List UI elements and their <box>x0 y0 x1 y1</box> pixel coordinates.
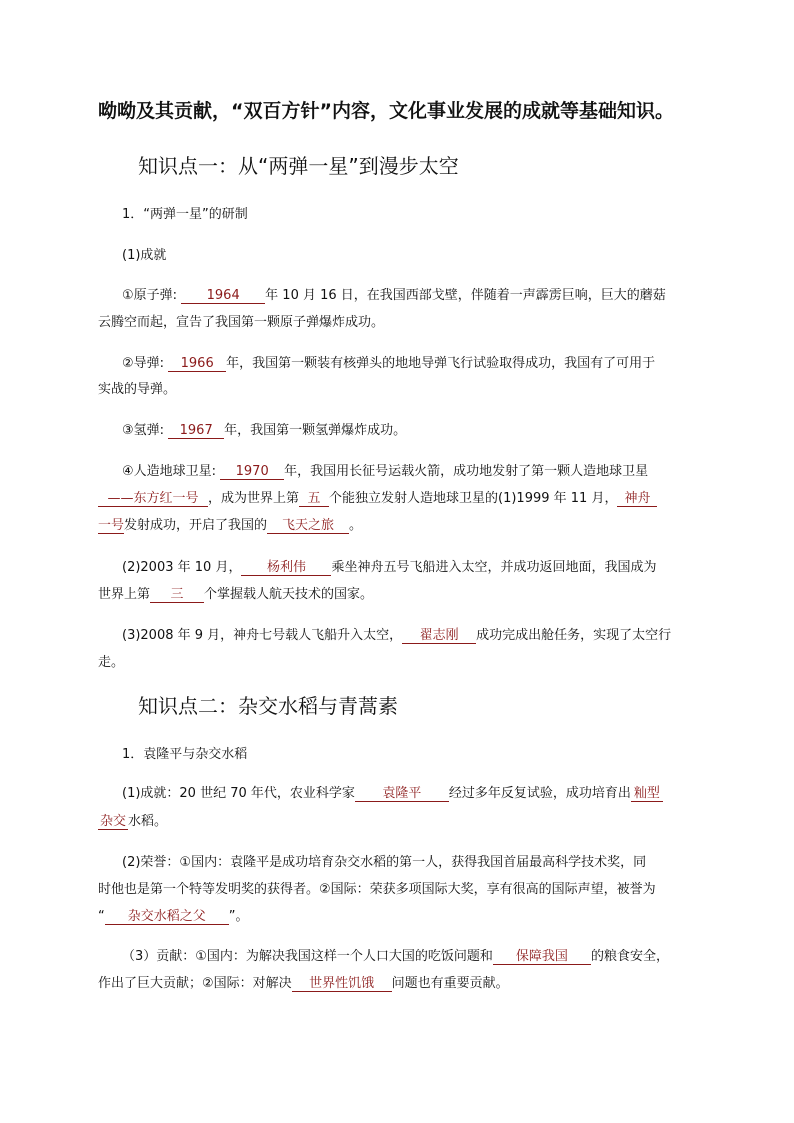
satellite-post2: 个能独立发射人造地球卫星的(1)1999 年 11 月， <box>329 491 618 506</box>
yang-liwei-post: 乘坐神舟五号飞船进入太空，并成功返回地面，我国成为 <box>331 560 657 575</box>
honor-line1: (2)荣誉：①国内：袁隆平是成功培育杂交水稻的第一人，获得我国首届最高科学技术奖，同 <box>122 855 647 870</box>
achieve-line2-post: 水稻。 <box>128 814 168 829</box>
rice-type-blank: 籼型 <box>631 786 663 802</box>
missile-post: 年，我国第一颗装有核弹头的地地导弹飞行试验取得成功，我国有了可用于 <box>226 356 656 371</box>
missile-line2: 实战的导弹。 <box>98 382 177 397</box>
satellite-line3 <box>98 514 362 534</box>
shenzhou-blank: 神舟 <box>617 491 657 507</box>
atomic-bomb-line <box>122 284 666 304</box>
satellite-mid: ，成为世界上第 <box>208 491 300 506</box>
hbomb-year-blank: 1967 <box>168 423 224 439</box>
contrib-line2-post: 问题也有重要贡献。 <box>391 976 509 991</box>
hbomb-pre: ③氢弹: <box>122 423 169 438</box>
zhai-zhigang-line <box>122 624 671 644</box>
honor-line3-pre: “ <box>98 909 105 924</box>
astronaut-blank: 杨利伟 <box>241 560 331 576</box>
contrib-line1 <box>122 945 669 965</box>
section1-subheading: 1．“两弹一星”的研制 <box>122 207 248 222</box>
spacewalk-blank: 翟志刚 <box>402 628 476 644</box>
shenzhou-number-blank: 一号 <box>98 518 125 533</box>
yang-liwei-line2 <box>98 583 373 603</box>
yang-liwei-pre: (2)2003 年 10 月， <box>122 560 242 575</box>
contrib-line2 <box>98 972 509 992</box>
contrib-pre: （3）贡献：①国内：为解决我国这样一个人口大国的吃饭问题和 <box>122 949 493 964</box>
satellite-line2 <box>98 487 657 507</box>
satellite-rank-blank: 五 <box>299 491 329 507</box>
achieve-post: 经过多年反复试验，成功培育出 <box>448 786 631 801</box>
yang-liwei-line <box>122 556 656 576</box>
satellite-year-blank: 1970 <box>220 464 284 480</box>
intro-text: 呦呦及其贡献，“双百方针”内容，文化事业发展的成就等基础知识。 <box>98 100 674 122</box>
world-hunger-blank: 世界性饥饿 <box>292 976 392 992</box>
food-security-blank: 保障我国 <box>493 949 591 965</box>
atomic-bomb-post: 年 10 月 16 日，在我国西部戈壁，伴随着一声霹雳巨响，巨大的蘑菇 <box>265 288 666 303</box>
achievement-label: (1)成就 <box>122 248 167 263</box>
achieve-pre: (1)成就：20 世纪 70 年代，农业科学家 <box>122 786 355 801</box>
satellite-line <box>122 460 648 480</box>
satellite-post3: 。 <box>349 518 363 533</box>
missile-pre: ②导弹: <box>122 356 169 371</box>
honor-line3 <box>98 905 249 925</box>
missile-line <box>122 352 655 372</box>
zhai-zhigang-line2: 走。 <box>98 655 125 670</box>
satellite-name-blank: ——东方红一号 <box>98 491 208 507</box>
contrib-line2-pre: 作出了巨大贡献；②国际：对解决 <box>98 976 292 991</box>
hbomb-line <box>122 419 406 439</box>
honor-line3-post: ”。 <box>228 909 249 924</box>
yang-liwei-line2-pre: 世界上第 <box>98 587 151 602</box>
manned-rank-blank: 三 <box>150 587 204 603</box>
satellite-post: 年，我国用长征号运载火箭，成功地发射了第一颗人造地球卫星 <box>284 464 649 479</box>
achieve-line <box>122 782 663 802</box>
atomic-bomb-pre: ①原子弹: <box>122 288 182 303</box>
space-journey-blank: 飞天之旅 <box>267 518 349 534</box>
missile-year-blank: 1966 <box>168 356 226 372</box>
yang-liwei-line2-post: 个掌握载人航天技术的国家。 <box>204 587 374 602</box>
section2-title: 知识点二：杂交水稻与青蒿素 <box>138 694 398 718</box>
satellite-pre: ④人造地球卫星: <box>122 464 221 479</box>
hbomb-post: 年，我国第一颗氢弹爆炸成功。 <box>224 423 407 438</box>
scientist-blank: 袁隆平 <box>355 786 449 802</box>
father-of-rice-blank: 杂交水稻之父 <box>105 909 229 925</box>
zhai-zhigang-post: 成功完成出舱任务，实现了太空行 <box>476 628 672 643</box>
satellite-mid3: 发射成功，开启了我国的 <box>124 518 268 533</box>
atomic-bomb-year-blank: 1964 <box>181 288 265 304</box>
hybrid-blank: 杂交 <box>99 814 126 829</box>
honor-line2: 时他也是第一个特等发明奖的获得者。②国际：荣获多项国际大奖，享有很高的国际声望，被誉为 <box>98 882 656 897</box>
section2-subheading: 1．袁隆平与杂交水稻 <box>122 747 248 762</box>
contrib-post: 的粮食安全， <box>590 949 669 964</box>
zhai-zhigang-pre: (3)2008 年 9 月，神舟七号载人飞船升入太空， <box>122 628 403 643</box>
section1-title: 知识点一：从“两弹一星”到漫步太空 <box>138 154 459 178</box>
atomic-bomb-line2: 云腾空而起，宣告了我国第一颗原子弹爆炸成功。 <box>98 315 385 330</box>
achieve-line2 <box>98 810 167 830</box>
